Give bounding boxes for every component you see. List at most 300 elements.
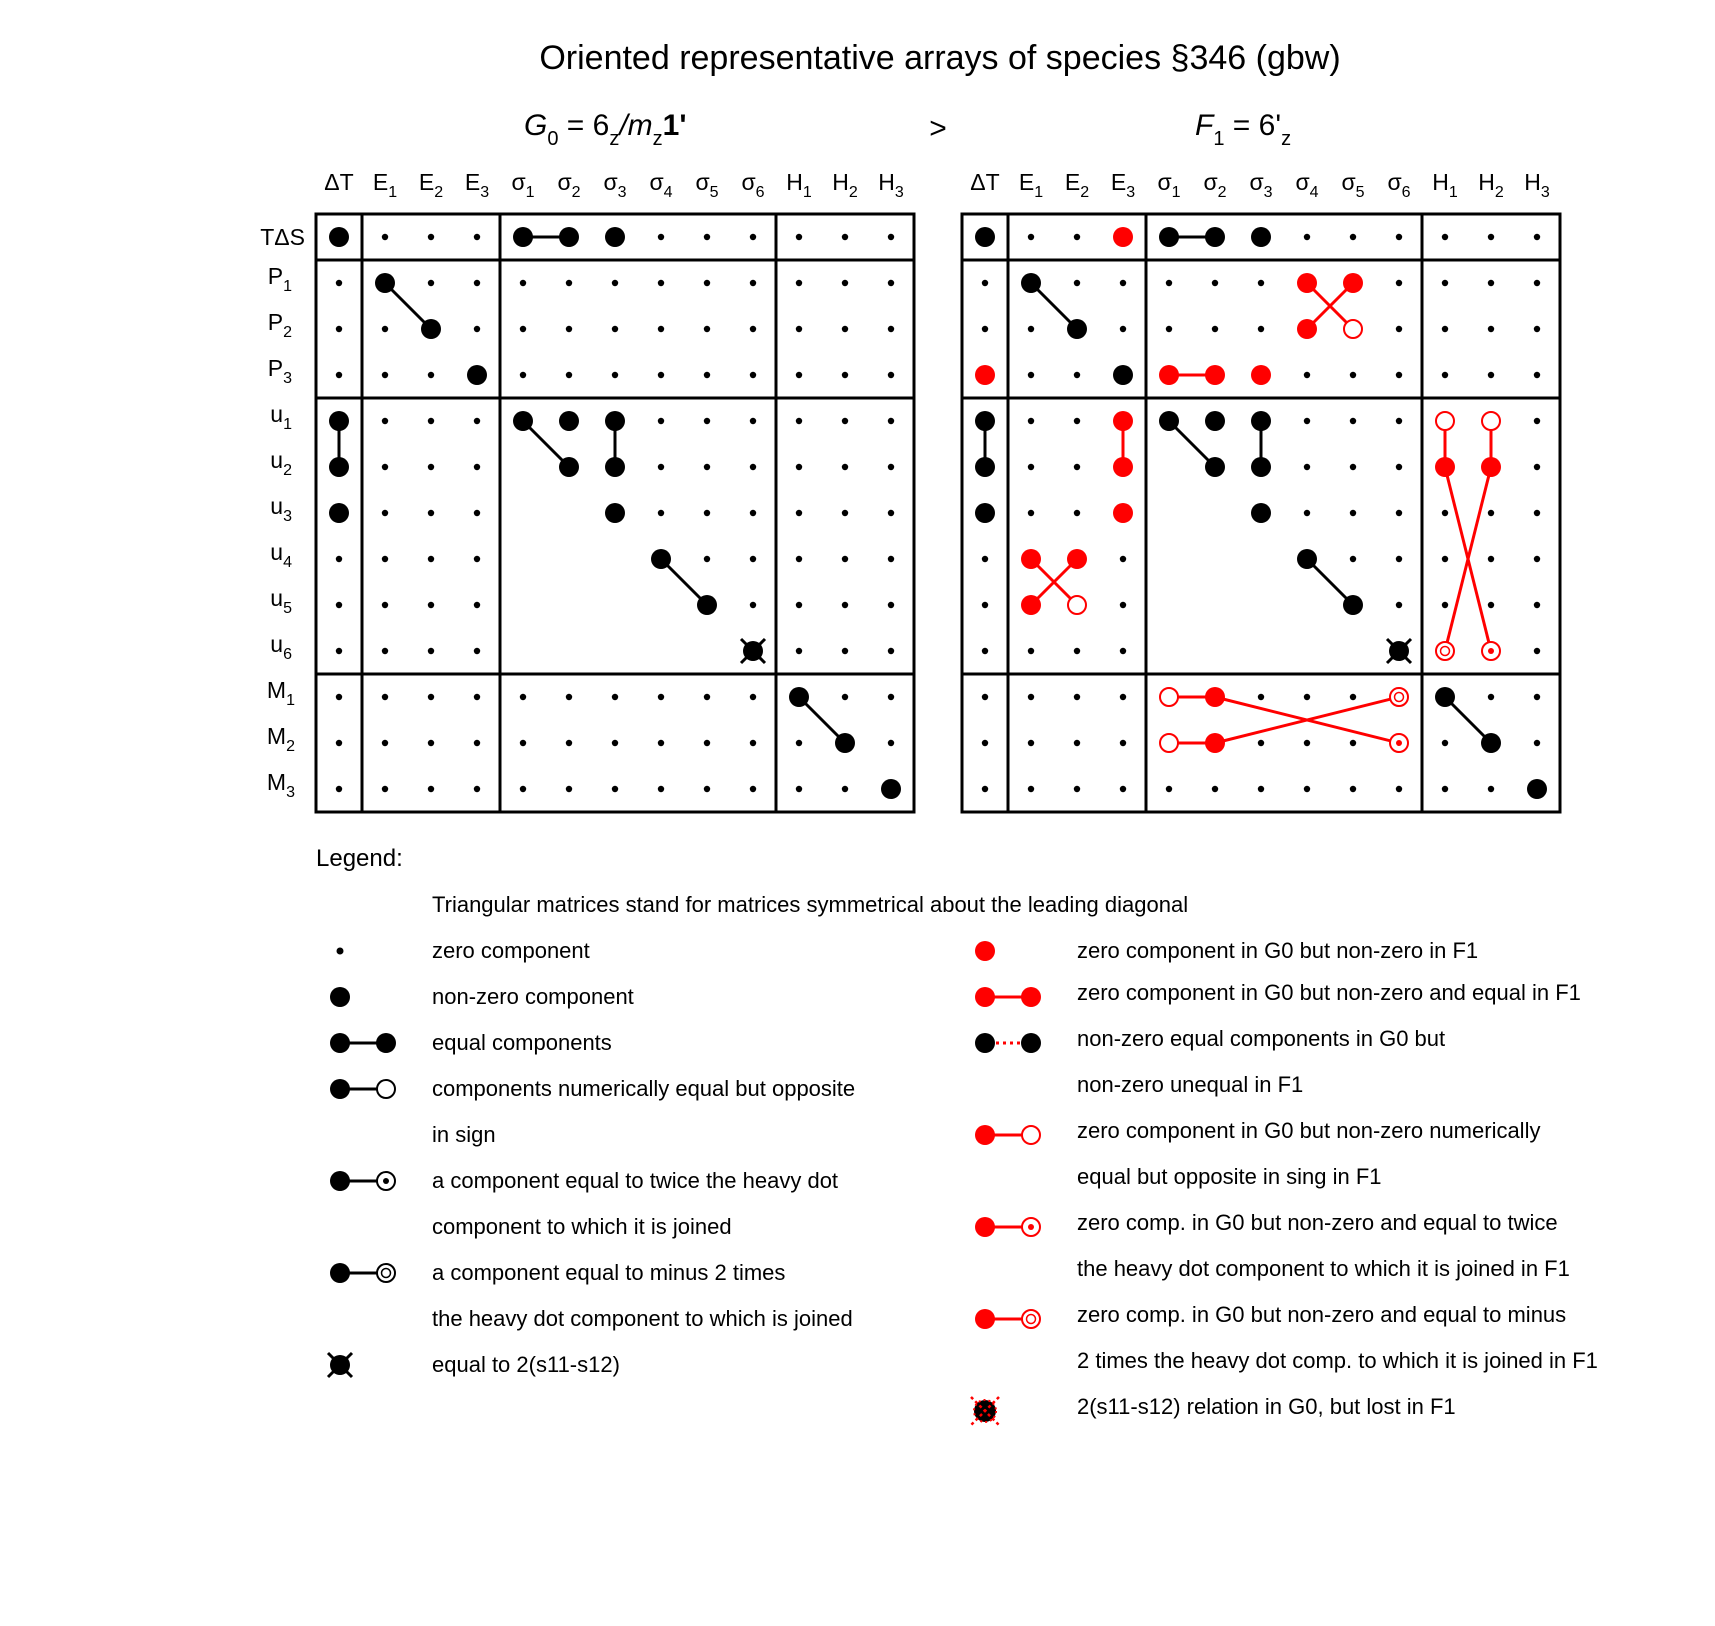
zero-component-dot	[474, 510, 480, 516]
nonzero-component-dot	[1343, 595, 1363, 615]
zero-component-dot	[1442, 556, 1448, 562]
zero-component-dot	[1442, 786, 1448, 792]
nonzero-component-dot	[1297, 549, 1317, 569]
zero-component-dot	[888, 464, 894, 470]
zero-component-dot	[382, 694, 388, 700]
zero-component-dot	[842, 234, 848, 240]
nonzero-component-dot	[1481, 733, 1501, 753]
zero-component-dot	[704, 372, 710, 378]
zero-component-dot	[1120, 740, 1126, 746]
legend-text: equal but opposite in sing in F1	[1077, 1164, 1382, 1189]
zero-component-dot	[428, 602, 434, 608]
legend-text: zero component in G0 but non-zero and equal in F1	[1077, 980, 1581, 1005]
zero-component-dot	[428, 418, 434, 424]
legend	[316, 845, 1598, 1425]
zero-component-dot	[1120, 602, 1126, 608]
legend-symbol-dotted-pair	[975, 1033, 1041, 1053]
zero-component-dot	[1258, 694, 1264, 700]
zero-component-dot	[750, 602, 756, 608]
nonzero-component-dot	[1159, 411, 1179, 431]
legend-symbol-zero	[337, 948, 344, 955]
zero-component-dot	[704, 326, 710, 332]
column-header: $H_1$	[1432, 169, 1458, 201]
zero-component-dot	[612, 372, 618, 378]
nonzero-component-dot	[1205, 687, 1225, 707]
zero-component-dot	[1304, 694, 1310, 700]
legend-text: non-zero unequal in F1	[1077, 1072, 1304, 1097]
zero-component-dot	[428, 786, 434, 792]
nonzero-component-dot	[375, 273, 395, 293]
legend-note: Triangular matrices stand for matrices symmetrical about the leading diagonal	[432, 892, 1189, 917]
zero-component-dot	[474, 280, 480, 286]
legend-text: 2 times the heavy dot comp. to which it is joined in F1	[1077, 1348, 1598, 1373]
zero-component-dot	[336, 602, 342, 608]
zero-component-dot	[1074, 510, 1080, 516]
nonzero-component-dot	[1481, 457, 1501, 477]
zero-component-dot	[1396, 786, 1402, 792]
zero-component-dot	[982, 280, 988, 286]
zero-component-dot	[1534, 418, 1540, 424]
zero-component-dot	[1534, 326, 1540, 332]
zero-component-dot	[428, 556, 434, 562]
column-header: $E_3$	[464, 169, 490, 201]
zero-component-dot	[428, 740, 434, 746]
nonzero-component-dot	[1251, 411, 1271, 431]
zero-component-dot	[842, 418, 848, 424]
zero-component-dot	[796, 326, 802, 332]
zero-component-dot	[566, 280, 572, 286]
zero-component-dot	[1488, 510, 1494, 516]
zero-component-dot	[1350, 464, 1356, 470]
zero-component-dot	[750, 510, 756, 516]
zero-component-dot	[382, 234, 388, 240]
column-header: $\sigma_6$	[741, 169, 765, 201]
nonzero-component-dot	[1251, 457, 1271, 477]
zero-component-dot	[1074, 786, 1080, 792]
column-header: $\sigma_3$	[1249, 169, 1273, 201]
zero-component-dot	[1442, 234, 1448, 240]
nonzero-component-dot	[1067, 319, 1087, 339]
zero-component-dot	[1166, 326, 1172, 332]
nonzero-component-dot	[975, 457, 995, 477]
zero-component-dot	[888, 510, 894, 516]
nonzero-component-dot	[1205, 411, 1225, 431]
zero-component-dot	[842, 694, 848, 700]
zero-component-dot	[520, 740, 526, 746]
zero-component-dot	[1028, 464, 1034, 470]
zero-component-dot	[796, 556, 802, 562]
zero-component-dot	[704, 510, 710, 516]
zero-component-dot	[1534, 510, 1540, 516]
zero-component-dot	[474, 418, 480, 424]
row-header: $M_3$	[266, 769, 295, 801]
nonzero-component-dot	[605, 411, 625, 431]
zero-component-dot	[888, 372, 894, 378]
minus-twice-component-inner	[1441, 647, 1450, 656]
zero-component-dot	[474, 786, 480, 792]
zero-component-dot	[612, 786, 618, 792]
zero-component-dot	[1074, 372, 1080, 378]
zero-component-dot	[1488, 602, 1494, 608]
zero-component-dot	[1028, 786, 1034, 792]
row-header: $u_4$	[270, 539, 292, 571]
zero-component-dot	[612, 740, 618, 746]
zero-component-dot	[1396, 418, 1402, 424]
opposite-component-circle	[1482, 412, 1500, 430]
legend-text: non-zero component	[432, 984, 634, 1009]
zero-component-dot	[1304, 418, 1310, 424]
zero-component-dot	[382, 556, 388, 562]
zero-component-dot	[474, 602, 480, 608]
minus-twice-component-inner	[1395, 693, 1404, 702]
column-header: $H_2$	[832, 169, 858, 201]
zero-component-dot	[520, 694, 526, 700]
zero-component-dot	[566, 786, 572, 792]
legend-text: in sign	[432, 1122, 496, 1147]
nonzero-component-dot	[651, 549, 671, 569]
legend-symbol-red-twice	[975, 1217, 1040, 1237]
legend-text: 2(s11-s12) relation in G0, but lost in F1	[1077, 1394, 1456, 1419]
zero-component-dot	[336, 648, 342, 654]
nonzero-component-dot	[1113, 457, 1133, 477]
nonzero-component-dot	[1435, 457, 1455, 477]
nonzero-component-dot	[559, 411, 579, 431]
zero-component-dot	[1396, 372, 1402, 378]
opposite-component-circle	[1344, 320, 1362, 338]
nonzero-component-dot	[1113, 503, 1133, 523]
zero-component-dot	[796, 372, 802, 378]
opposite-component-circle	[1160, 688, 1178, 706]
zero-component-dot	[1488, 556, 1494, 562]
nonzero-component-dot	[1205, 365, 1225, 385]
zero-component-dot	[1304, 372, 1310, 378]
zero-component-dot	[1488, 372, 1494, 378]
legend-text: equal components	[432, 1030, 612, 1055]
zero-component-dot	[1534, 740, 1540, 746]
zero-component-dot	[888, 326, 894, 332]
legend-text: zero component in G0 but non-zero in F1	[1077, 938, 1479, 963]
right-group-label: $F_1 = 6'_z$	[1195, 109, 1292, 150]
zero-component-dot	[982, 556, 988, 562]
zero-component-dot	[888, 648, 894, 654]
legend-text: equal to 2(s11-s12)	[432, 1352, 620, 1377]
zero-component-dot	[1350, 372, 1356, 378]
zero-component-dot	[704, 740, 710, 746]
zero-component-dot	[1258, 740, 1264, 746]
zero-component-dot	[796, 786, 802, 792]
nonzero-component-dot	[1067, 549, 1087, 569]
zero-component-dot	[1396, 510, 1402, 516]
nonzero-component-dot	[1435, 687, 1455, 707]
column-header: $E_1$	[1018, 169, 1044, 201]
zero-component-dot	[382, 464, 388, 470]
zero-component-dot	[1028, 418, 1034, 424]
zero-component-dot	[750, 556, 756, 562]
nonzero-component-dot	[329, 411, 349, 431]
nonzero-component-dot	[329, 227, 349, 247]
zero-component-dot	[1120, 694, 1126, 700]
zero-component-dot	[750, 372, 756, 378]
nonzero-component-dot	[1297, 273, 1317, 293]
nonzero-component-dot	[1251, 365, 1271, 385]
row-header: $u_3$	[270, 493, 292, 525]
nonzero-component-dot	[605, 227, 625, 247]
zero-component-dot	[658, 740, 664, 746]
zero-component-dot	[842, 510, 848, 516]
zero-component-dot	[474, 326, 480, 332]
zero-component-dot	[1442, 372, 1448, 378]
zero-component-dot	[1442, 740, 1448, 746]
zero-component-dot	[982, 602, 988, 608]
zero-component-dot	[796, 280, 802, 286]
opposite-component-circle	[1436, 412, 1454, 430]
zero-component-dot	[428, 280, 434, 286]
zero-component-dot	[1534, 602, 1540, 608]
legend-text: a component equal to twice the heavy dot	[432, 1168, 839, 1193]
zero-component-dot	[842, 280, 848, 286]
zero-component-dot	[704, 280, 710, 286]
zero-component-dot	[1166, 786, 1172, 792]
zero-component-dot	[842, 372, 848, 378]
zero-component-dot	[658, 510, 664, 516]
column-header: $H_2$	[1478, 169, 1504, 201]
column-header: $\sigma_4$	[1295, 169, 1319, 201]
zero-component-dot	[704, 418, 710, 424]
zero-component-dot	[982, 694, 988, 700]
column-header: $E_3$	[1110, 169, 1136, 201]
nonzero-component-dot	[1021, 549, 1041, 569]
nonzero-component-dot	[697, 595, 717, 615]
zero-component-dot	[796, 464, 802, 470]
nonzero-component-dot	[1251, 227, 1271, 247]
zero-component-dot	[1212, 786, 1218, 792]
zero-component-dot	[1534, 648, 1540, 654]
zero-component-dot	[750, 740, 756, 746]
zero-component-dot	[796, 234, 802, 240]
zero-component-dot	[982, 786, 988, 792]
nonzero-component-dot	[835, 733, 855, 753]
zero-component-dot	[382, 418, 388, 424]
legend-symbol-equal	[330, 1033, 396, 1053]
nonzero-component-dot	[559, 227, 579, 247]
zero-component-dot	[982, 648, 988, 654]
legend-symbol-minus-twice	[330, 1263, 395, 1283]
column-header: $\sigma_4$	[649, 169, 673, 201]
nonzero-component-dot	[605, 503, 625, 523]
zero-component-dot	[1120, 786, 1126, 792]
zero-component-dot	[382, 602, 388, 608]
zero-component-dot	[1074, 280, 1080, 286]
left-group-label: $G_0 = 6_z/m_z1'$	[524, 109, 687, 150]
zero-component-dot	[888, 694, 894, 700]
zero-component-dot	[982, 740, 988, 746]
zero-component-dot	[1442, 326, 1448, 332]
column-header: $E_2$	[418, 169, 444, 201]
zero-component-dot	[1028, 648, 1034, 654]
zero-component-dot	[1488, 694, 1494, 700]
zero-component-dot	[1442, 510, 1448, 516]
nonzero-component-dot	[513, 227, 533, 247]
zero-component-dot	[888, 418, 894, 424]
zero-component-dot	[1074, 740, 1080, 746]
legend-symbol-twice	[330, 1171, 395, 1191]
legend-symbol-red-nonzero	[975, 941, 995, 961]
zero-component-dot	[382, 648, 388, 654]
opposite-component-circle	[1160, 734, 1178, 752]
zero-component-dot	[1212, 280, 1218, 286]
nonzero-component-dot	[329, 503, 349, 523]
zero-component-dot	[750, 418, 756, 424]
column-header: $H_3$	[878, 169, 904, 201]
zero-component-dot	[1442, 602, 1448, 608]
zero-component-dot	[842, 556, 848, 562]
right-matrix	[962, 214, 1560, 812]
relation-symbol: >	[929, 112, 947, 145]
legend-text: a component equal to minus 2 times	[432, 1260, 786, 1285]
zero-component-dot	[704, 556, 710, 562]
zero-component-dot	[1488, 280, 1494, 286]
zero-component-dot	[336, 786, 342, 792]
zero-component-dot	[520, 326, 526, 332]
zero-component-dot	[888, 556, 894, 562]
zero-component-dot	[1028, 234, 1034, 240]
zero-component-dot	[382, 326, 388, 332]
nonzero-component-dot	[975, 227, 995, 247]
column-header: $\sigma_3$	[603, 169, 627, 201]
nonzero-component-dot	[1251, 503, 1271, 523]
legend-symbol-red-equal	[975, 987, 1041, 1007]
zero-component-dot	[750, 464, 756, 470]
legend-symbol-opposite	[330, 1079, 395, 1099]
legend-text: components numerically equal but opposite	[432, 1076, 856, 1101]
nonzero-component-dot	[881, 779, 901, 799]
zero-component-dot	[566, 694, 572, 700]
zero-component-dot	[1258, 786, 1264, 792]
nonzero-component-dot	[1527, 779, 1547, 799]
zero-component-dot	[1258, 326, 1264, 332]
zero-component-dot	[1396, 602, 1402, 608]
column-header: ΔT	[970, 169, 1000, 195]
zero-component-dot	[612, 694, 618, 700]
zero-component-dot	[1396, 326, 1402, 332]
zero-component-dot	[1304, 740, 1310, 746]
row-header: $u_2$	[270, 447, 292, 479]
zero-component-dot	[1028, 510, 1034, 516]
left-matrix	[316, 214, 914, 812]
zero-component-dot	[566, 326, 572, 332]
zero-component-dot	[1304, 510, 1310, 516]
zero-component-dot	[1350, 418, 1356, 424]
zero-component-dot	[888, 234, 894, 240]
zero-component-dot	[704, 694, 710, 700]
zero-component-dot	[382, 786, 388, 792]
column-header: $\sigma_2$	[557, 169, 581, 201]
row-header: $u_5$	[270, 585, 292, 617]
zero-component-dot	[1074, 694, 1080, 700]
legend-text: zero comp. in G0 but non-zero and equal to minus	[1077, 1302, 1567, 1327]
row-header: TΔS	[260, 224, 305, 250]
zero-component-dot	[1534, 234, 1540, 240]
zero-component-dot	[888, 740, 894, 746]
legend-heading: Legend:	[316, 845, 403, 872]
zero-component-dot	[1120, 648, 1126, 654]
zero-component-dot	[1028, 326, 1034, 332]
nonzero-component-dot	[1021, 595, 1041, 615]
column-header: $\sigma_2$	[1203, 169, 1227, 201]
zero-component-dot	[1534, 556, 1540, 562]
legend-text: zero component in G0 but non-zero numerically	[1077, 1118, 1541, 1143]
nonzero-component-dot	[975, 503, 995, 523]
zero-component-dot	[428, 372, 434, 378]
zero-component-dot	[1350, 510, 1356, 516]
zero-component-dot	[1074, 648, 1080, 654]
zero-component-dot	[612, 280, 618, 286]
zero-component-dot	[842, 326, 848, 332]
legend-text: the heavy dot component to which it is joined in F1	[1077, 1256, 1570, 1281]
row-header: $M_1$	[266, 677, 295, 709]
left-column-headers	[324, 169, 904, 201]
zero-component-dot	[382, 740, 388, 746]
zero-component-dot	[1534, 694, 1540, 700]
zero-component-dot	[1534, 280, 1540, 286]
legend-text: zero component	[432, 938, 590, 963]
legend-symbol-nonzero	[330, 987, 350, 1007]
right-column-headers	[970, 169, 1550, 201]
zero-component-dot	[474, 234, 480, 240]
nonzero-component-dot	[559, 457, 579, 477]
zero-component-dot	[1350, 694, 1356, 700]
zero-component-dot	[1488, 786, 1494, 792]
nonzero-component-dot	[1205, 457, 1225, 477]
zero-component-dot	[658, 694, 664, 700]
zero-component-dot	[704, 234, 710, 240]
zero-component-dot	[982, 326, 988, 332]
column-header: $\sigma_5$	[1341, 169, 1365, 201]
zero-component-dot	[1442, 280, 1448, 286]
zero-component-dot	[796, 510, 802, 516]
zero-component-dot	[842, 602, 848, 608]
column-header: $\sigma_1$	[1157, 169, 1181, 201]
legend-symbol-crossed	[328, 1353, 352, 1377]
zero-component-dot	[1120, 556, 1126, 562]
zero-component-dot	[474, 694, 480, 700]
legend-symbol-red-minus-twice	[975, 1309, 1040, 1329]
zero-component-dot	[796, 418, 802, 424]
zero-component-dot	[1304, 234, 1310, 240]
zero-component-dot	[474, 648, 480, 654]
zero-component-dot	[750, 694, 756, 700]
legend-text: zero comp. in G0 but non-zero and equal to twice	[1077, 1210, 1558, 1235]
column-header: $\sigma_1$	[511, 169, 535, 201]
zero-component-dot	[612, 326, 618, 332]
column-header: ΔT	[324, 169, 354, 195]
nonzero-component-dot	[789, 687, 809, 707]
nonzero-component-dot	[605, 457, 625, 477]
zero-component-dot	[336, 694, 342, 700]
zero-component-dot	[336, 280, 342, 286]
row-header: $P_1$	[267, 263, 292, 295]
zero-component-dot	[428, 648, 434, 654]
zero-component-dot	[336, 326, 342, 332]
zero-component-dot	[428, 510, 434, 516]
nonzero-component-dot	[1159, 365, 1179, 385]
zero-component-dot	[566, 372, 572, 378]
zero-component-dot	[1074, 418, 1080, 424]
zero-component-dot	[1074, 464, 1080, 470]
opposite-component-circle	[1068, 596, 1086, 614]
nonzero-component-dot	[1113, 365, 1133, 385]
nonzero-component-dot	[1205, 733, 1225, 753]
